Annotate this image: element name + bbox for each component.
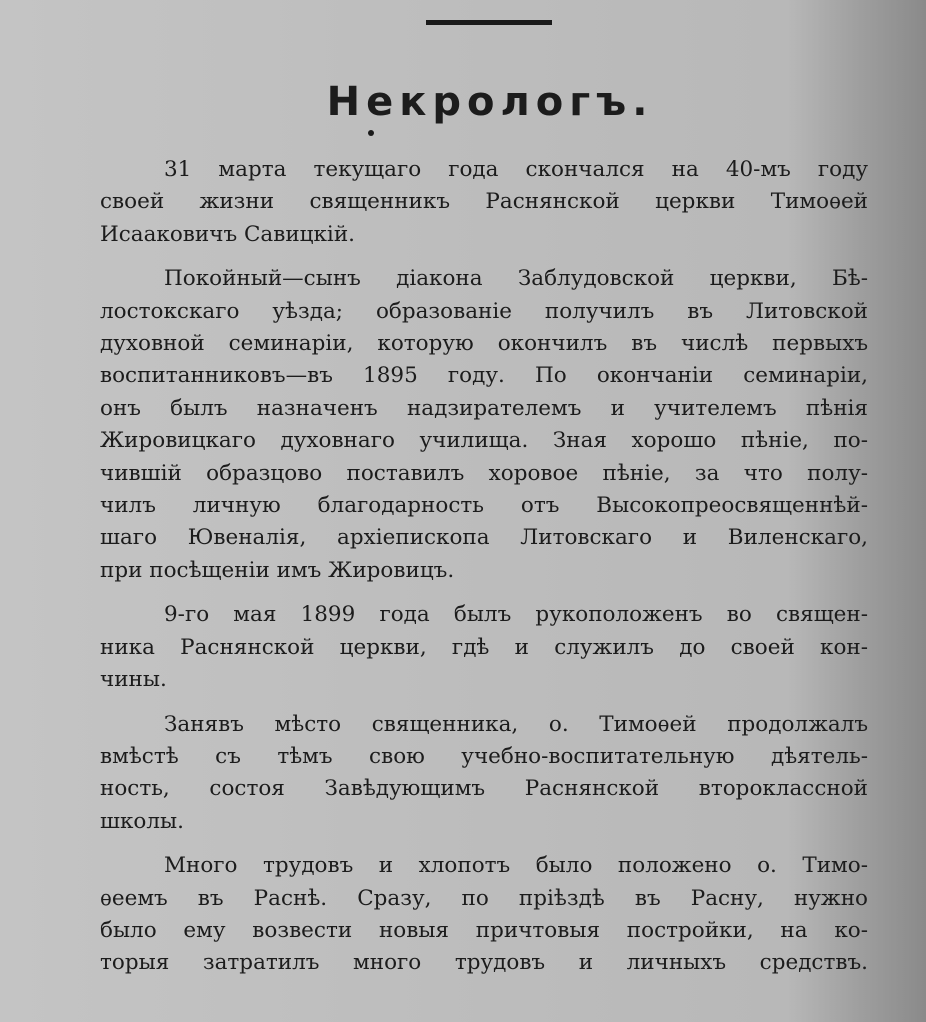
text-line: воспитанниковъ—въ 1895 году. По окончаніи семинаріи, — [100, 363, 868, 389]
text-line: чилъ личную благодарность отъ Высокопреосвященнѣй- — [100, 493, 868, 519]
text-line: лостокскаго уѣзда; образованіе получилъ въ Литовской — [100, 298, 868, 324]
text-line: вмѣстѣ съ тѣмъ свою учебно-воспитательную дѣятель- — [100, 743, 868, 769]
text-line: ность, состоя Завѣдующимъ Раснянской второклассной — [100, 776, 868, 802]
page-title: Некрологъ. — [326, 79, 654, 125]
text-line: Занявъ мѣсто священника, о. Тимоѳей продолжалъ — [164, 711, 868, 737]
text-line: ника Раснянской церкви, гдѣ и служилъ до своей кон- — [100, 634, 868, 660]
paragraph-4 — [100, 709, 868, 839]
paragraph-1 — [100, 154, 868, 251]
text-line: 31 марта текущаго года скончался на 40-мъ году — [164, 157, 868, 182]
text-line: 9-го мая 1899 года былъ рукоположенъ во священ- — [164, 602, 868, 628]
text-line: своей жизни священникъ Раснянской церкви Тимоѳей — [100, 189, 868, 215]
text-line: при посѣщеніи имъ Жировицъ. — [100, 557, 455, 583]
text-line: Жировицкаго духовнаго училища. Зная хорошо пѣніе, по- — [100, 428, 868, 454]
text-line: духовной семинаріи, которую окончилъ въ числѣ первыхъ — [100, 331, 868, 357]
paragraph-2 — [100, 263, 868, 587]
text-line: ѳеемъ въ Раснѣ. Сразу, по пріѣздѣ въ Расну, нужно — [100, 885, 868, 911]
text-line: Много трудовъ и хлопотъ было положено о. Тимо- — [164, 853, 868, 879]
text-line: торыя затратилъ много трудовъ и личныхъ средствъ. — [100, 950, 868, 976]
text-line: Покойный—сынъ діакона Заблудовской церкви, Бѣ- — [164, 266, 868, 292]
text-line: онъ былъ назначенъ надзирателемъ и учителемъ пѣнія — [100, 395, 868, 421]
print-speck — [368, 130, 374, 136]
text-line: чины. — [100, 667, 167, 693]
text-line: школы. — [100, 808, 184, 834]
header-rule — [426, 20, 552, 25]
paragraph-5 — [100, 850, 868, 980]
text-line: шаго Ювеналія, архіепископа Литовскаго и Виленскаго, — [100, 525, 868, 551]
text-line: чившій образцово поставилъ хоровое пѣніе, за что полу- — [100, 460, 868, 486]
text-line: Исааковичъ Савицкій. — [100, 221, 355, 247]
paragraph-3 — [100, 599, 868, 696]
text-line: было ему возвести новыя причтовыя постройки, на ко- — [100, 917, 868, 943]
article-body — [100, 154, 868, 992]
